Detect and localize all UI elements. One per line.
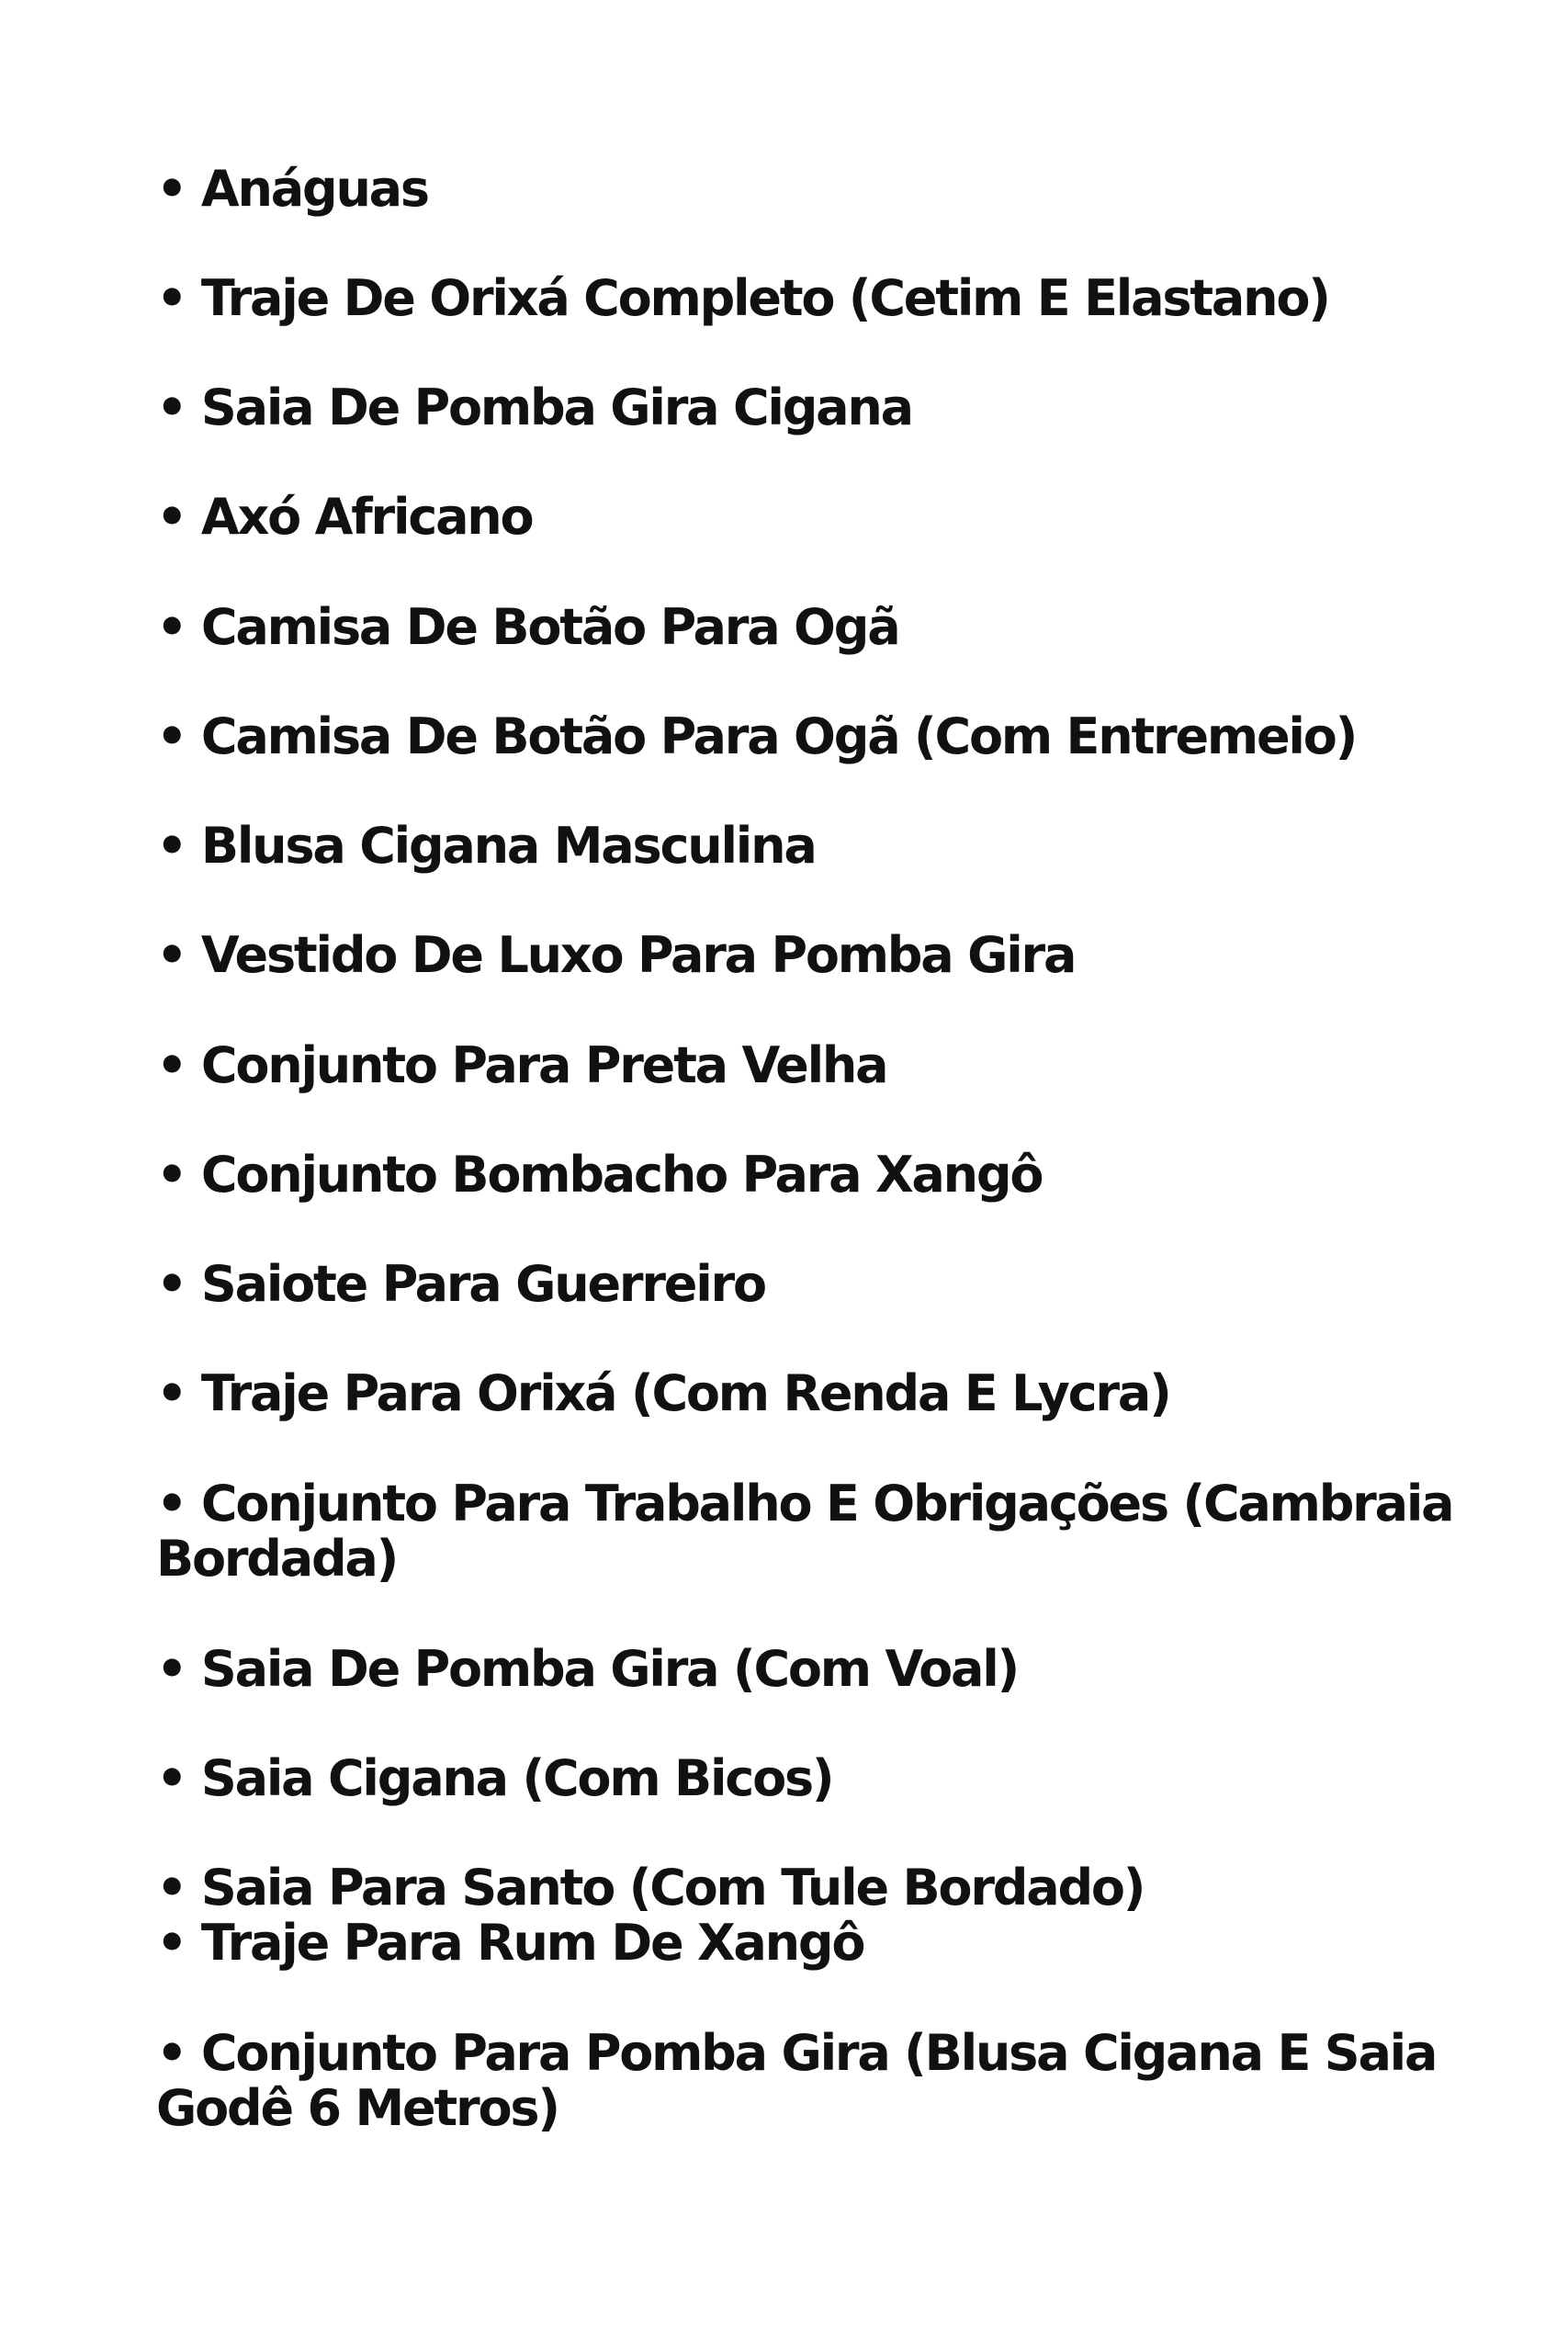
list-item: • Conjunto Para Pomba Gira (Blusa Cigana E Saia Godê 6 Metros) <box>156 2024 1437 2137</box>
list-item: • Axó Africano <box>156 488 533 546</box>
list-item: • Saia Cigana (Com Bicos) <box>156 1749 833 1807</box>
list-item: • Conjunto Bombacho Para Xangô <box>156 1146 1043 1204</box>
list-item: • Conjunto Para Trabalho E Obrigações (Cambraia Bordada) <box>156 1475 1453 1588</box>
list-item: • Camisa De Botão Para Ogã <box>156 598 899 656</box>
list-item: • Vestido De Luxo Para Pomba Gira <box>156 926 1076 984</box>
list-item: • Blusa Cigana Masculina <box>156 817 816 875</box>
list-item: • Saia De Pomba Gira Cigana <box>156 379 912 436</box>
list-item: • Traje Para Orixá (Com Renda E Lycra) <box>156 1364 1170 1422</box>
list-item: • Saiote Para Guerreiro <box>156 1255 765 1313</box>
list-item: • Saia Para Santo (Com Tule Bordado) <box>156 1859 1145 1917</box>
list-item: • Conjunto Para Preta Velha <box>156 1036 887 1094</box>
list-item: • Saia De Pomba Gira (Com Voal) <box>156 1640 1019 1698</box>
list-item: • Traje Para Rum De Xangô <box>156 1914 864 1972</box>
list-item: • Camisa De Botão Para Ogã (Com Entremeio) <box>156 707 1357 765</box>
list-item: • Traje De Orixá Completo (Cetim E Elastano) <box>156 269 1329 327</box>
list-item: • Anáguas <box>156 160 428 218</box>
